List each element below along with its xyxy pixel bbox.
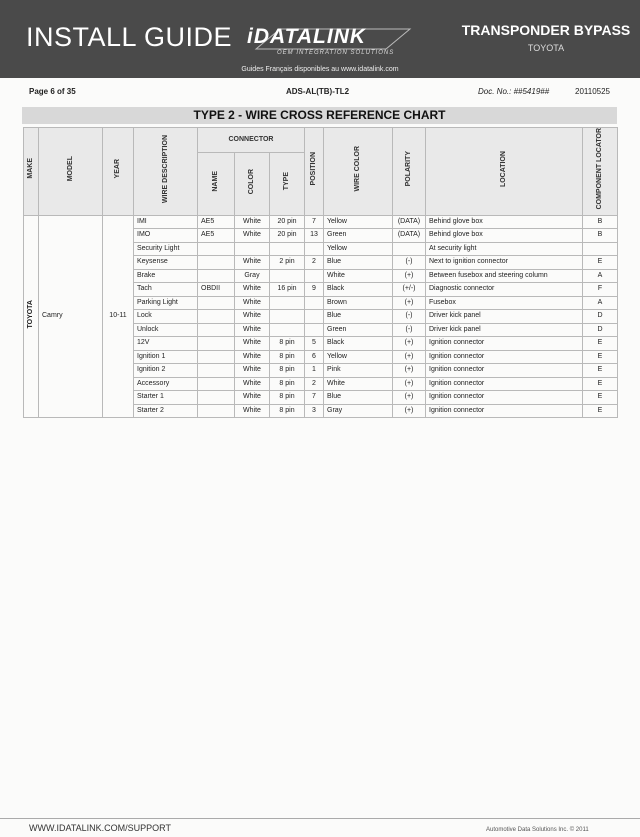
conn-name-cell <box>198 269 235 283</box>
locator-cell: E <box>583 404 618 418</box>
polarity-cell: (DATA) <box>393 215 426 229</box>
locator-cell: E <box>583 350 618 364</box>
col-wire-desc-header: WIRE DESCRIPTION <box>134 128 198 216</box>
col-location-header: LOCATION <box>426 128 583 216</box>
position-cell: 7 <box>305 215 324 229</box>
wire-desc-cell: Accessory <box>134 377 198 391</box>
polarity-cell: (+) <box>393 404 426 418</box>
position-cell <box>305 310 324 324</box>
polarity-cell: (+) <box>393 337 426 351</box>
conn-color-cell: White <box>235 350 270 364</box>
conn-name-cell <box>198 242 235 256</box>
wire-color-cell: Blue <box>324 256 393 270</box>
conn-type-cell: 8 pin <box>270 350 305 364</box>
conn-color-cell: White <box>235 337 270 351</box>
wire-color-cell: Green <box>324 229 393 243</box>
position-cell: 2 <box>305 377 324 391</box>
polarity-cell: (-) <box>393 256 426 270</box>
polarity-cell: (+) <box>393 364 426 378</box>
locator-cell: E <box>583 364 618 378</box>
wire-desc-cell: Keysense <box>134 256 198 270</box>
position-cell: 3 <box>305 404 324 418</box>
table-header-row <box>24 128 618 153</box>
conn-name-cell <box>198 310 235 324</box>
position-cell: 5 <box>305 337 324 351</box>
locator-cell: F <box>583 283 618 297</box>
col-conn-name-header: NAME <box>198 152 235 215</box>
location-cell: Fusebox <box>426 296 583 310</box>
conn-type-cell: 8 pin <box>270 377 305 391</box>
polarity-cell <box>393 242 426 256</box>
conn-color-cell: White <box>235 229 270 243</box>
support-link[interactable]: WWW.IDATALINK.COM/SUPPORT <box>29 823 172 833</box>
conn-color-cell: Gray <box>235 269 270 283</box>
polarity-cell: (+) <box>393 296 426 310</box>
location-cell: Ignition connector <box>426 350 583 364</box>
locator-cell: E <box>583 337 618 351</box>
locator-cell: D <box>583 323 618 337</box>
locator-cell: B <box>583 215 618 229</box>
wire-desc-cell: Brake <box>134 269 198 283</box>
conn-color-cell: White <box>235 404 270 418</box>
locator-cell <box>583 242 618 256</box>
col-wire-color-header: WIRE COLOR <box>324 128 393 216</box>
col-model-header: MODEL <box>39 128 103 216</box>
position-cell: 2 <box>305 256 324 270</box>
conn-type-cell: 8 pin <box>270 364 305 378</box>
location-cell: Ignition connector <box>426 391 583 405</box>
wire-desc-cell: 12V <box>134 337 198 351</box>
wire-desc-cell: Ignition 1 <box>134 350 198 364</box>
polarity-cell: (+) <box>393 391 426 405</box>
locator-cell: D <box>583 310 618 324</box>
conn-name-cell <box>198 323 235 337</box>
footer-divider <box>0 818 640 819</box>
conn-name-cell <box>198 391 235 405</box>
french-guides-note: Guides Français disponibles au www.idatalink.com <box>241 66 399 73</box>
conn-name-cell: AE5 <box>198 215 235 229</box>
wire-desc-cell: IMI <box>134 215 198 229</box>
position-cell <box>305 242 324 256</box>
col-year-header: YEAR <box>103 128 134 216</box>
chart-title: TYPE 2 - WIRE CROSS REFERENCE CHART <box>22 107 617 124</box>
page-number: Page 6 of 35 <box>29 87 76 96</box>
position-cell <box>305 269 324 283</box>
wire-color-cell: Pink <box>324 364 393 378</box>
location-cell: Between fusebox and steering column <box>426 269 583 283</box>
conn-type-cell: 2 pin <box>270 256 305 270</box>
page-header <box>0 0 640 78</box>
conn-color-cell: White <box>235 323 270 337</box>
wire-color-cell: Black <box>324 283 393 297</box>
wire-color-cell: Gray <box>324 404 393 418</box>
wire-desc-cell: Unlock <box>134 323 198 337</box>
product-make: TOYOTA <box>527 43 565 53</box>
wire-color-cell: Black <box>324 337 393 351</box>
polarity-cell: (+/-) <box>393 283 426 297</box>
conn-color-cell: White <box>235 364 270 378</box>
wire-color-cell: Green <box>324 323 393 337</box>
conn-name-cell: AE5 <box>198 229 235 243</box>
col-conn-type-header: TYPE <box>270 152 305 215</box>
col-component-locator-header: COMPONENT LOCATOR <box>583 128 618 216</box>
conn-type-cell <box>270 323 305 337</box>
wire-color-cell: Blue <box>324 310 393 324</box>
wire-color-cell: Yellow <box>324 350 393 364</box>
wire-desc-cell: Lock <box>134 310 198 324</box>
wire-color-cell: Blue <box>324 391 393 405</box>
year-cell: 10-11 <box>103 215 134 418</box>
wire-color-cell: White <box>324 269 393 283</box>
col-polarity-header: POLARITY <box>393 128 426 216</box>
wire-color-cell: White <box>324 377 393 391</box>
location-cell: Diagnostic connector <box>426 283 583 297</box>
make-cell: TOYOTA <box>24 215 39 418</box>
location-cell: Driver kick panel <box>426 310 583 324</box>
conn-color-cell: White <box>235 391 270 405</box>
wire-color-cell: Yellow <box>324 215 393 229</box>
position-cell <box>305 296 324 310</box>
wire-desc-cell: Ignition 2 <box>134 364 198 378</box>
location-cell: Driver kick panel <box>426 323 583 337</box>
position-cell: 7 <box>305 391 324 405</box>
polarity-cell: (-) <box>393 310 426 324</box>
model-cell: Camry <box>39 215 103 418</box>
location-cell: At security light <box>426 242 583 256</box>
polarity-cell: (-) <box>393 323 426 337</box>
conn-type-cell: 16 pin <box>270 283 305 297</box>
location-cell: Behind glove box <box>426 229 583 243</box>
product-code: ADS-AL(TB)-TL2 <box>286 87 350 96</box>
conn-color-cell: White <box>235 283 270 297</box>
conn-color-cell: White <box>235 377 270 391</box>
col-connector-header: CONNECTOR <box>198 128 305 153</box>
locator-cell: A <box>583 269 618 283</box>
wire-color-cell: Yellow <box>324 242 393 256</box>
conn-name-cell <box>198 256 235 270</box>
conn-type-cell: 20 pin <box>270 229 305 243</box>
logo-text: iDATALINK <box>247 25 367 48</box>
position-cell: 13 <box>305 229 324 243</box>
col-position-header: POSITION <box>305 128 324 216</box>
wire-desc-cell: Parking Light <box>134 296 198 310</box>
conn-name-cell <box>198 296 235 310</box>
install-guide-title: INSTALL GUIDE <box>26 22 233 52</box>
conn-name-cell <box>198 350 235 364</box>
wire-desc-cell: Security Light <box>134 242 198 256</box>
location-cell: Ignition connector <box>426 404 583 418</box>
wire-desc-cell: Starter 2 <box>134 404 198 418</box>
position-cell <box>305 323 324 337</box>
polarity-cell: (+) <box>393 350 426 364</box>
conn-name-cell <box>198 377 235 391</box>
wire-desc-cell: IMO <box>134 229 198 243</box>
conn-color-cell <box>235 242 270 256</box>
conn-type-cell: 8 pin <box>270 391 305 405</box>
location-cell: Ignition connector <box>426 337 583 351</box>
conn-name-cell <box>198 404 235 418</box>
position-cell: 9 <box>305 283 324 297</box>
conn-type-cell <box>270 242 305 256</box>
copyright: Automotive Data Solutions Inc. © 2011 <box>486 827 589 833</box>
locator-cell: E <box>583 391 618 405</box>
locator-cell: A <box>583 296 618 310</box>
conn-type-cell <box>270 310 305 324</box>
location-cell: Next to ignition connector <box>426 256 583 270</box>
conn-type-cell: 8 pin <box>270 337 305 351</box>
polarity-cell: (+) <box>393 269 426 283</box>
conn-name-cell <box>198 337 235 351</box>
position-cell: 1 <box>305 364 324 378</box>
conn-name-cell: OBDII <box>198 283 235 297</box>
locator-cell: E <box>583 377 618 391</box>
logo-tagline: OEM INTEGRATION SOLUTIONS <box>277 50 395 56</box>
conn-type-cell <box>270 296 305 310</box>
polarity-cell: (DATA) <box>393 229 426 243</box>
wire-reference-table <box>23 127 618 418</box>
conn-name-cell <box>198 364 235 378</box>
polarity-cell: (+) <box>393 377 426 391</box>
location-cell: Ignition connector <box>426 377 583 391</box>
location-cell: Behind glove box <box>426 215 583 229</box>
wire-desc-cell: Starter 1 <box>134 391 198 405</box>
wire-color-cell: Brown <box>324 296 393 310</box>
doc-date: 20110525 <box>575 87 610 96</box>
wire-desc-cell: Tach <box>134 283 198 297</box>
conn-color-cell: White <box>235 215 270 229</box>
conn-color-cell: White <box>235 256 270 270</box>
conn-color-cell: White <box>235 296 270 310</box>
locator-cell: B <box>583 229 618 243</box>
conn-type-cell: 8 pin <box>270 404 305 418</box>
col-conn-color-header: COLOR <box>235 152 270 215</box>
product-title: TRANSPONDER BYPASS <box>461 22 631 38</box>
col-make-header: MAKE <box>24 128 39 216</box>
conn-color-cell: White <box>235 310 270 324</box>
doc-number: Doc. No.: ##5419## <box>478 87 550 96</box>
locator-cell: E <box>583 256 618 270</box>
conn-type-cell <box>270 269 305 283</box>
position-cell: 6 <box>305 350 324 364</box>
location-cell: Ignition connector <box>426 364 583 378</box>
conn-type-cell: 20 pin <box>270 215 305 229</box>
table-row <box>24 215 618 229</box>
